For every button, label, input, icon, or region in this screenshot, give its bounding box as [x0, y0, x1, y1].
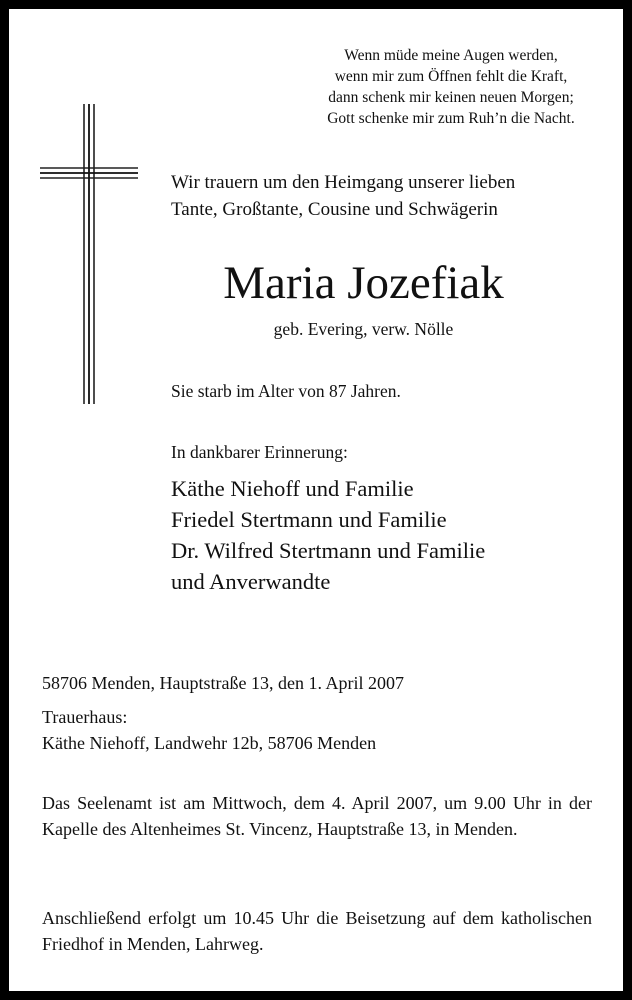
poem-line: Wenn müde meine Augen werden,	[344, 47, 558, 64]
poem-line: Gott schenke mir zum Ruh’n die Nacht.	[327, 110, 575, 127]
intro-line: Tante, Großtante, Cousine und Schwägerin	[171, 199, 498, 220]
mourner-item: Käthe Niehoff und Familie	[171, 476, 414, 501]
cross-icon	[40, 104, 138, 404]
mourners-list	[171, 473, 485, 597]
birth-info: geb. Evering, verw. Nölle	[273, 319, 454, 339]
poem-line: dann schenk mir keinen neuen Morgen;	[328, 89, 574, 106]
poem	[291, 45, 611, 129]
mourner-item: Dr. Wilfred Stertmann und Familie	[171, 538, 486, 563]
deceased-name: Maria Jozefiak	[223, 257, 504, 309]
trauerhaus-label: Trauerhaus:	[42, 707, 128, 727]
intro-text	[171, 169, 515, 223]
place-date: 58706 Menden, Hauptstraße 13, den 1. April 2007	[42, 673, 404, 693]
memory-label: In dankbarer Erinnerung:	[171, 442, 348, 462]
intro-line: Wir trauern um den Heimgang unserer lieben	[171, 172, 516, 193]
age-text: Sie starb im Alter von 87 Jahren.	[171, 381, 401, 401]
trauerhaus-address: Käthe Niehoff, Landwehr 12b, 58706 Menden	[42, 733, 377, 753]
poem-line: wenn mir zum Öffnen fehlt die Kraft,	[334, 68, 568, 85]
mourner-item: und Anverwandte	[171, 569, 331, 594]
burial-text: Anschließend erfolgt um 10.45 Uhr die Beisetzung auf dem katholischen Friedhof in Menden, Lahrweg.	[42, 908, 592, 954]
requiem-text: Das Seelenamt ist am Mittwoch, dem 4. April 2007, um 9.00 Uhr in der Kapelle des Altenheimes St. Vincenz, Hauptstraße 13, in Menden.	[42, 793, 592, 839]
obituary-notice	[9, 9, 623, 991]
mourner-item: Friedel Stertmann und Familie	[171, 507, 447, 532]
